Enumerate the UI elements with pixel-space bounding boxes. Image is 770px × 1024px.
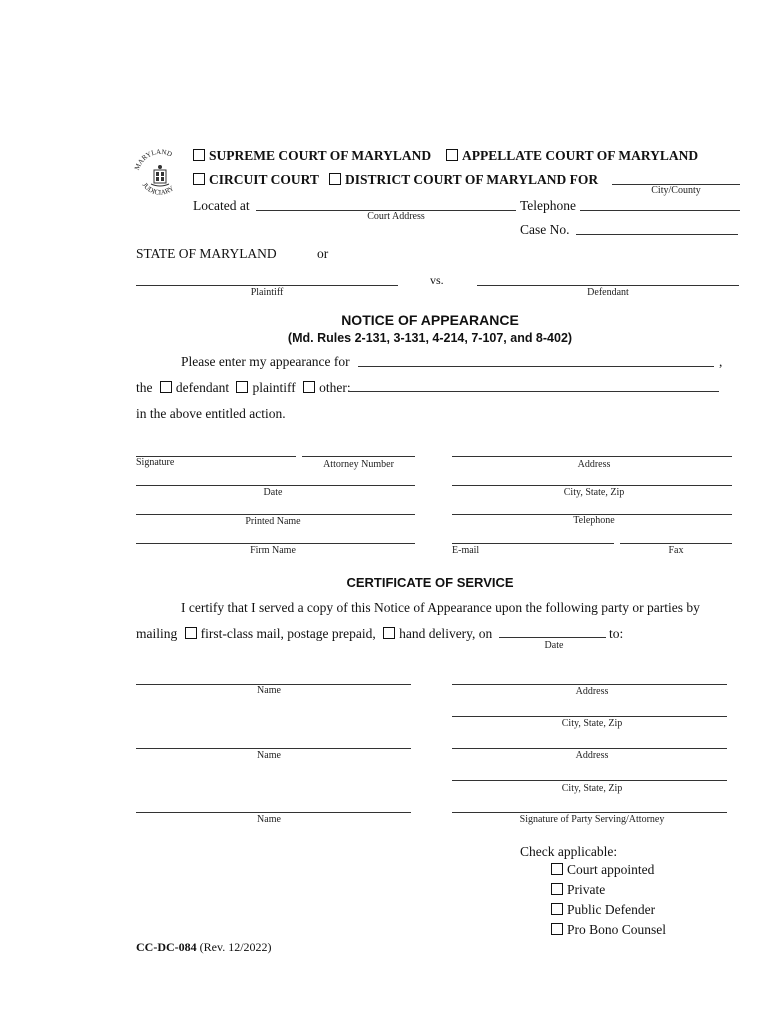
to-label: to: <box>609 626 624 641</box>
first-class-mail-checkbox[interactable] <box>185 627 197 639</box>
court-option-appellate <box>446 148 698 164</box>
please-enter-comma: , <box>719 354 723 369</box>
circuit-court-label: CIRCUIT COURT <box>209 172 319 187</box>
court-appointed-label: Court appointed <box>567 862 655 877</box>
seal-emblem-icon <box>151 165 169 186</box>
maryland-judiciary-seal <box>132 146 188 206</box>
attorney-address-caption: Address <box>577 459 611 470</box>
other-label: other: <box>319 380 351 395</box>
firm-name-field[interactable] <box>136 543 415 544</box>
seal-top-text: MARYLAND <box>132 147 174 172</box>
plaintiff-caption: Plaintiff <box>250 287 284 298</box>
option-private <box>551 882 605 898</box>
hand-delivery-label: hand delivery, on <box>399 626 493 641</box>
option-public-defender <box>551 902 655 918</box>
defendant-checkbox[interactable] <box>160 381 172 393</box>
fax-field[interactable] <box>620 543 732 544</box>
recipient-3-name-field[interactable] <box>136 812 411 813</box>
recipient-1-city-caption: City, State, Zip <box>561 718 623 729</box>
district-court-checkbox[interactable] <box>329 173 341 185</box>
state-of-maryland-label: STATE OF MARYLAND <box>136 246 277 261</box>
pro-bono-checkbox[interactable] <box>551 923 563 935</box>
email-field[interactable] <box>452 543 614 544</box>
defendant-field[interactable] <box>477 285 739 286</box>
check-applicable-label: Check applicable: <box>520 844 618 859</box>
date-field[interactable] <box>136 485 415 486</box>
or-label: or <box>317 246 329 261</box>
city-county-caption: City/County <box>651 185 701 196</box>
case-no-label: Case No. <box>520 222 570 237</box>
district-court-label: DISTRICT COURT OF MARYLAND FOR <box>345 172 599 187</box>
certificate-statement: I certify that I served a copy of this Notice of Appearance upon the following party or parties by <box>181 600 700 615</box>
recipient-1-address-field[interactable] <box>452 684 727 685</box>
plaintiff-label: plaintiff <box>252 380 296 395</box>
firm-name-caption: Firm Name <box>250 545 296 556</box>
attorney-number-field[interactable] <box>302 456 415 457</box>
court-appointed-checkbox[interactable] <box>551 863 563 875</box>
court-telephone-field[interactable] <box>580 210 740 211</box>
service-date-field[interactable] <box>499 637 606 638</box>
attorney-city-state-zip-caption: City, State, Zip <box>563 487 625 498</box>
notice-rules: (Md. Rules 2-131, 3-131, 4-214, 7-107, and 8-402) <box>287 331 573 345</box>
defendant-label: defendant <box>175 380 230 395</box>
printed-name-field[interactable] <box>136 514 415 515</box>
serving-signature-field[interactable] <box>452 812 727 813</box>
first-class-mail-label: first-class mail, postage prepaid, <box>200 626 376 641</box>
supreme-court-checkbox[interactable] <box>193 149 205 161</box>
the-label: the <box>136 380 153 395</box>
public-defender-checkbox[interactable] <box>551 903 563 915</box>
pro-bono-label: Pro Bono Counsel <box>567 922 667 937</box>
option-pro-bono <box>551 922 666 938</box>
recipient-2-address-caption: Address <box>575 750 609 761</box>
date-caption: Date <box>263 487 283 498</box>
court-option-district <box>329 172 598 188</box>
attorney-number-caption: Attorney Number <box>323 459 394 470</box>
seal-bottom-text: JUDICIARY <box>140 181 176 197</box>
recipient-3-name-caption: Name <box>257 814 281 825</box>
hand-delivery-checkbox[interactable] <box>383 627 395 639</box>
email-caption: E-mail <box>452 545 480 556</box>
defendant-caption: Defendant <box>587 287 629 298</box>
service-date-caption: Date <box>544 640 564 651</box>
printed-name-caption: Printed Name <box>245 516 301 527</box>
recipient-1-name-caption: Name <box>257 685 281 696</box>
telephone-label: Telephone <box>520 198 577 213</box>
recipient-2-name-field[interactable] <box>136 748 411 749</box>
public-defender-label: Public Defender <box>567 902 656 917</box>
vs-label: vs. <box>430 273 444 287</box>
service-method-row <box>136 626 492 642</box>
form-footer <box>136 940 272 955</box>
other-checkbox[interactable] <box>303 381 315 393</box>
attorney-city-state-zip-field[interactable] <box>452 485 732 486</box>
other-field[interactable] <box>348 391 719 392</box>
private-checkbox[interactable] <box>551 883 563 895</box>
notice-title: NOTICE OF APPEARANCE <box>341 312 519 328</box>
supreme-court-label: SUPREME COURT OF MARYLAND <box>209 148 432 163</box>
recipient-1-address-caption: Address <box>575 686 609 697</box>
serving-signature-caption: Signature of Party Serving/Attorney <box>519 814 665 825</box>
plaintiff-checkbox[interactable] <box>236 381 248 393</box>
form-revision: (Rev. 12/2022) <box>199 940 272 954</box>
option-court-appointed <box>551 862 654 878</box>
appellate-court-checkbox[interactable] <box>446 149 458 161</box>
court-option-circuit <box>193 172 319 188</box>
please-enter-label: Please enter my appearance for <box>181 354 350 369</box>
recipient-2-address-field[interactable] <box>452 748 727 749</box>
court-address-caption: Court Address <box>367 211 425 222</box>
recipient-2-city-caption: City, State, Zip <box>561 783 623 794</box>
certificate-title: CERTIFICATE OF SERVICE <box>346 575 514 590</box>
signature-caption: Signature <box>136 457 175 468</box>
mailing-label: mailing <box>136 626 178 641</box>
circuit-court-checkbox[interactable] <box>193 173 205 185</box>
attorney-address-field[interactable] <box>452 456 732 457</box>
party-role-row <box>136 380 351 396</box>
recipient-2-city-field[interactable] <box>452 780 727 781</box>
plaintiff-field[interactable] <box>136 285 398 286</box>
recipient-2-name-caption: Name <box>257 750 281 761</box>
appellate-court-label: APPELLATE COURT OF MARYLAND <box>462 148 699 163</box>
form-number: CC-DC-084 <box>136 940 197 954</box>
attorney-telephone-caption: Telephone <box>573 515 615 526</box>
appearance-for-field[interactable] <box>358 366 714 367</box>
private-label: Private <box>567 882 606 897</box>
recipient-1-city-field[interactable] <box>452 716 727 717</box>
court-option-supreme <box>193 148 431 164</box>
fax-caption: Fax <box>668 545 684 556</box>
above-action-label: in the above entitled action. <box>136 406 286 421</box>
located-at-label: Located at <box>193 198 250 213</box>
case-no-field[interactable] <box>576 234 738 235</box>
